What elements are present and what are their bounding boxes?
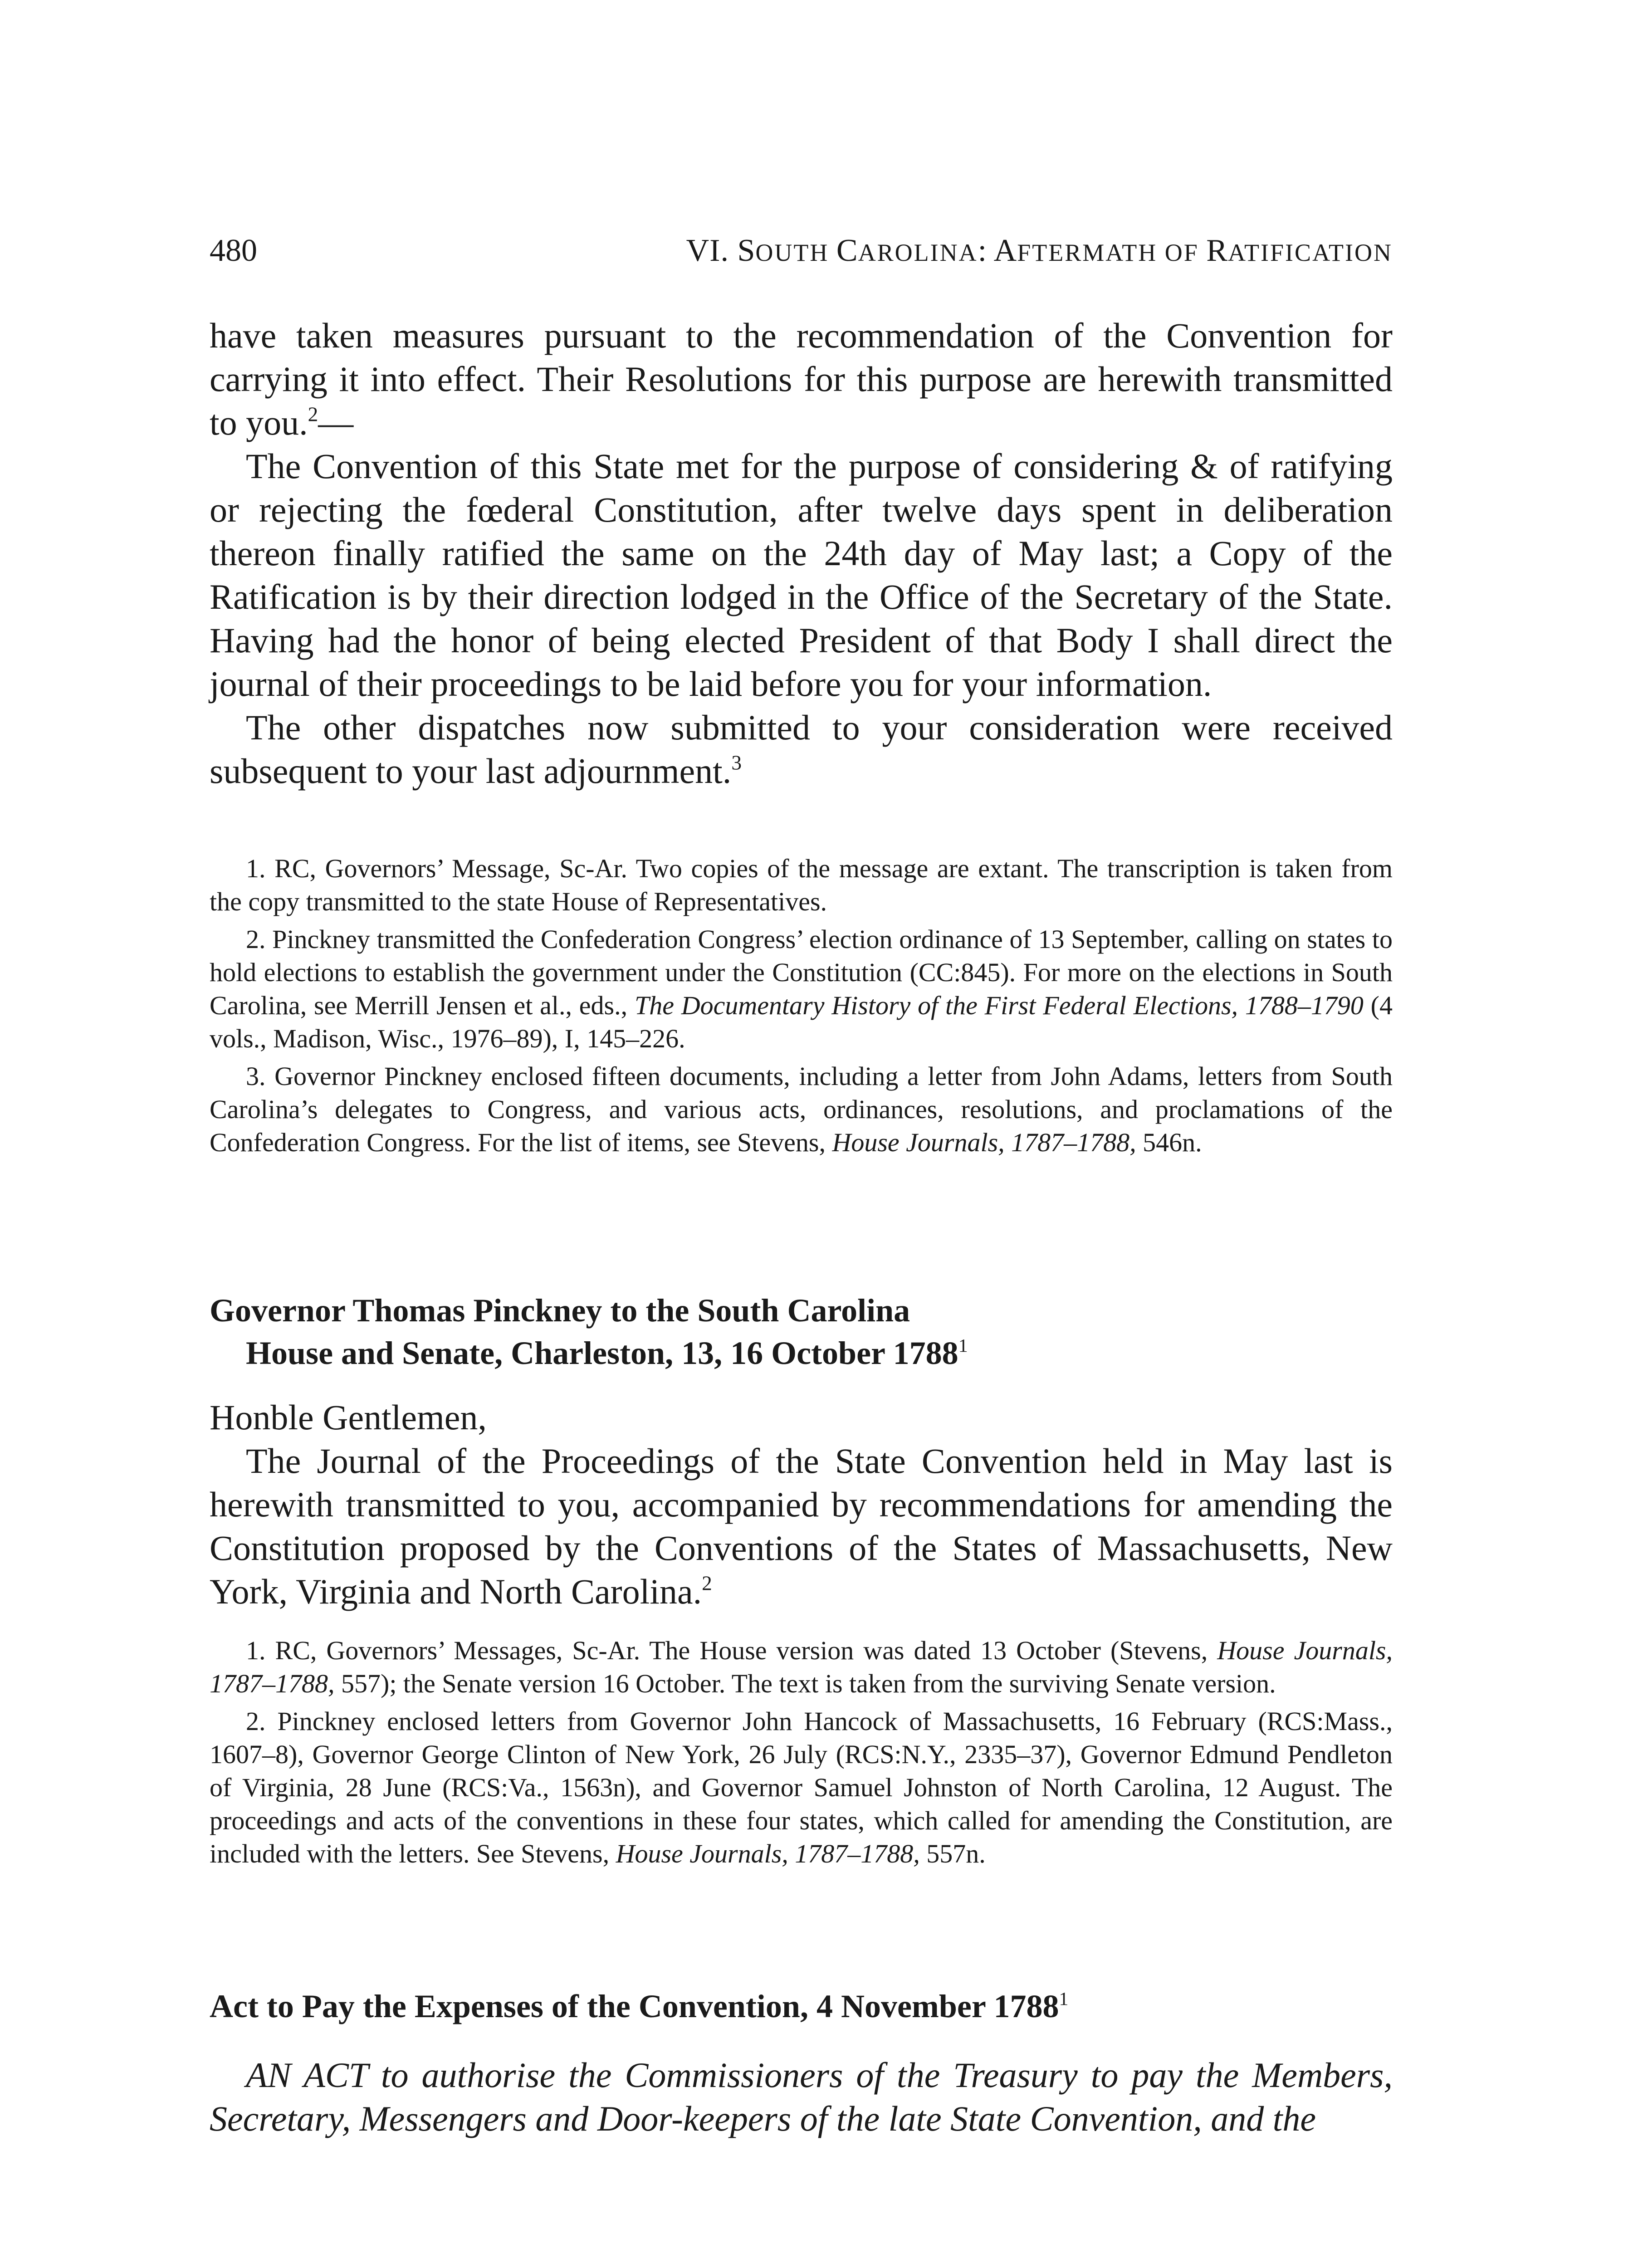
footnote: 1. RC, Governors’ Messages, Sc-Ar. The House version was dated 13 October (Stevens, House Journals, 1787–1788, 557); the Senate version 16 October. The text is taken from the surviving Senate version.: [210, 1636, 1393, 1698]
act-title: [210, 2053, 1393, 2141]
running-head-title: VI. SOUTH CAROLINA: AFTERMATH OF RATIFICATION: [686, 233, 1393, 268]
note-ref: 3: [731, 751, 742, 774]
body-paragraph: The Convention of this State met for the purpose of considering & of ratifying or rejecting the fœderal Constitution, after twelve days spent in deliberation thereon finally ratified the same on the 24th day of May last; a Copy of the Ratification is by their direction lodged in the Office of the Secretary of the State. Having had the honor of being elected President of that Body I shall direct the journal of their proceedings to be laid before you for your information.: [210, 446, 1393, 704]
body-paragraph: The Journal of the Proceedings of the State Convention held in May last is herewith transmitted to you, accompanied by recommendations for amending the Constitution proposed by the Conventions of the States of Massachusetts, New York, Virginia and North Carolina.$^2$: [210, 1441, 1393, 1611]
salutation: Honble Gentlemen,: [210, 1398, 487, 1437]
section-heading: Governor Thomas Pinckney to the South Carolina House and Senate, Charleston, 13, 16 October 1788$^1$: [210, 1292, 968, 1371]
running-head: [210, 226, 1393, 276]
footnotes-block: [210, 1634, 1393, 1875]
note-ref: 2: [308, 403, 318, 426]
footnote: 2. Pinckney enclosed letters from Governor John Hancock of Massachusetts, 16 February (RCS:Mass., 1607–8), Governor George Clinton of New York, 26 July (RCS:N.Y., 2335–37), Governor Edmund Pendleton of Virginia, 28 June (RCS:Va., 1563n), and Governor Samuel Johnston of North Carolina, 12 August. The proceedings and acts of the conventions in these four states, which called for amending the Constitution, are included with the letters. See Stevens, House Journals, 1787–1788, 557n.: [210, 1706, 1393, 1868]
footnote: 1. RC, Governors’ Message, Sc-Ar. Two copies of the message are extant. The transcription is taken from the copy transmitted to the state House of Representatives.: [210, 854, 1393, 916]
footnote: 2. Pinckney transmitted the Confederation Congress’ election ordinance of 13 September, calling on states to hold elections to establish the government under the Constitution (CC:845). For more on the elections in South Carolina, see Merrill Jensen et al., eds., The Documentary History of the First Federal Elections, 1788–1790 (4 vols., Madison, Wisc., 1976–89), I, 145–226.: [210, 924, 1393, 1053]
note-ref: 1: [1059, 1988, 1069, 2009]
body-paragraph: have taken measures pursuant to the recommendation of the Convention for carrying it into effect. Their Resolutions for this purpose are herewith transmitted to you.$^2$—: [210, 316, 1393, 442]
footnotes-block: [210, 852, 1393, 1163]
page-number: 480: [210, 233, 257, 268]
body-paragraph: AN ACT to authorise the Commissioners of the Treasury to pay the Members, Secretary, Messengers and Door-keepers of the late State Convention, and the: [210, 2055, 1393, 2138]
note-ref: 1: [958, 1335, 968, 1356]
note-ref: 2: [702, 1572, 712, 1595]
footnote: 3. Governor Pinckney enclosed fifteen documents, including a letter from John Adams, letters from South Carolina’s delegates to Congress, and various acts, ordinances, resolutions, and proclamations of the Confederation Congress. For the list of items, see Stevens, House Journals, 1787–1788, 546n.: [210, 1061, 1393, 1157]
body-paragraph: The other dispatches now submitted to your consideration were received subsequent to your last adjournment.$^3$: [210, 708, 1393, 791]
letter-continuation: [210, 314, 1393, 793]
section-heading: Act to Pay the Expenses of the Convention, 4 November 1788$^1$: [210, 1988, 1069, 2024]
letter-body: [210, 1396, 1393, 1613]
